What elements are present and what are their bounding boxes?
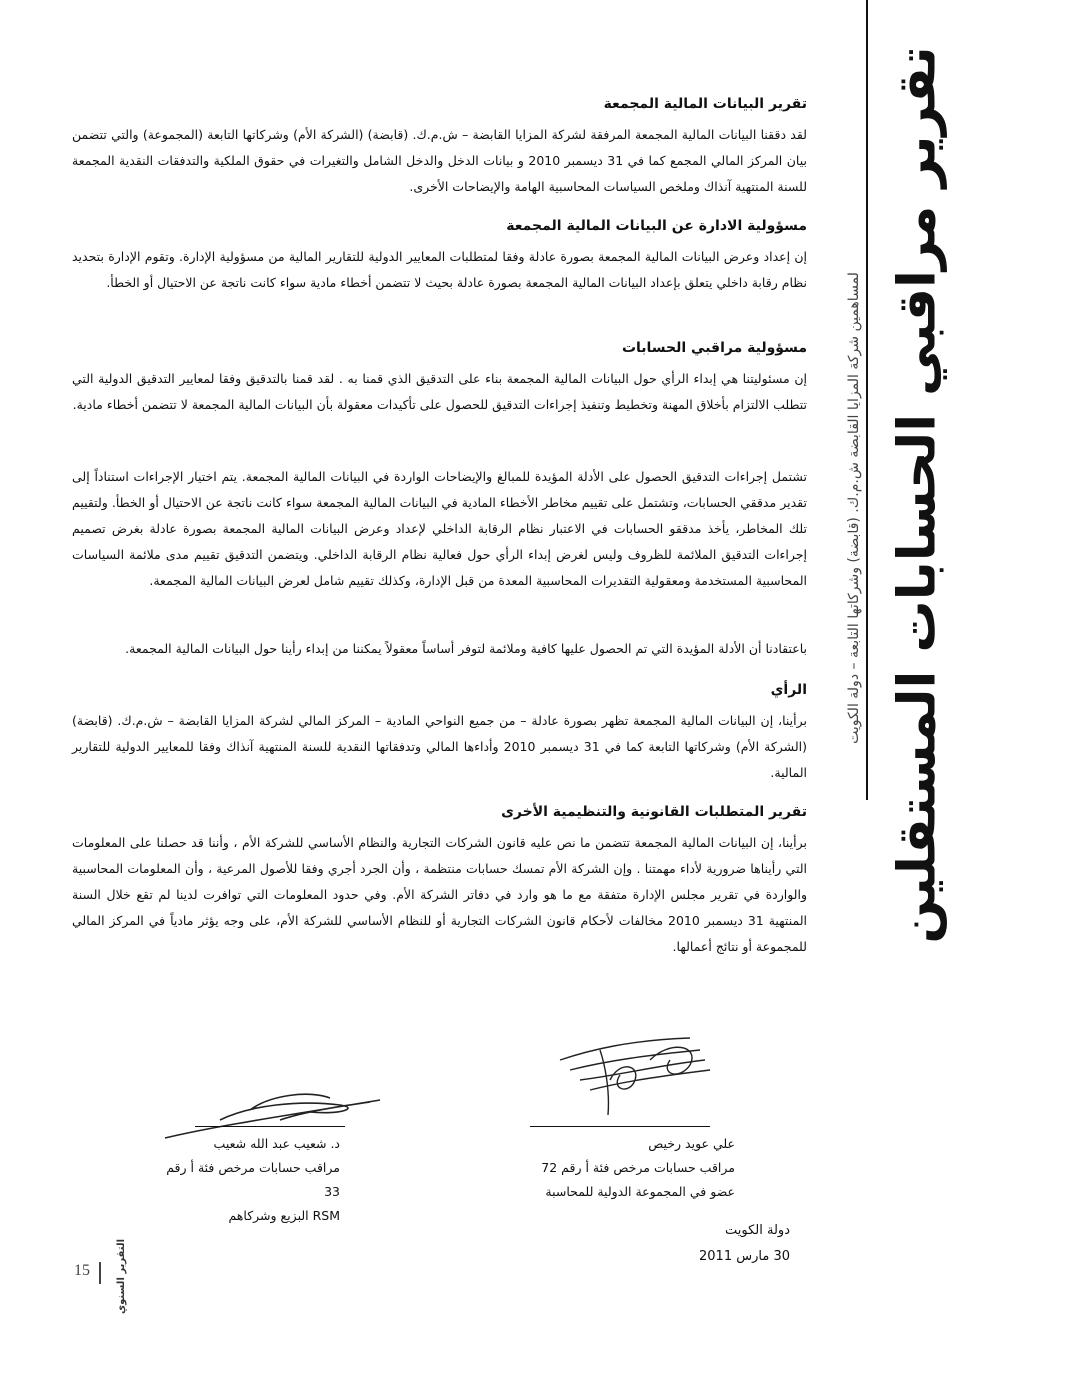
annual-report-logo bbox=[106, 1238, 136, 1314]
section-heading: مسؤولية مراقبي الحسابات bbox=[621, 340, 807, 356]
date: 30 مارس 2011 bbox=[699, 1249, 790, 1264]
section-heading: الرأي bbox=[770, 682, 807, 698]
signatory-title: مراقب حسابات مرخص فئة أ رقم 33 bbox=[166, 1160, 340, 1199]
section-body: برأينا، إن البيانات المالية المجمعة تظهر بصورة عادلة – من جميع النواحي المادية – المركز المالي لشركة المزايا القابضة – ش.م.ك. (قابضة) (الشركة الأم) وشركاتها التابعة كما في 31 ديسمبر 2010 وأداءها المالي وتدفقاتها النقدية للسنة المنتهية آنذاك وفقا للمعايير الدولية للتقارير المالية. bbox=[72, 713, 807, 780]
signature-line bbox=[195, 1126, 345, 1127]
vertical-report-subtitle bbox=[842, 218, 866, 798]
section-body: إن إعداد وعرض البيانات المالية المجمعة بصورة عادلة وفقا لمتطلبات المعايير الدولية للتقارير المالية من مسؤولية الإدارة. وتقوم الإدارة بتحديد نظام رقابة داخلي يتعلق بإعداد البيانات المالية المجمعة بصورة عادلة بحيث لا تتضمن أخطاء مادية سواء كانت ناتجة عن الاحتيال أو الخطأ. bbox=[72, 249, 807, 290]
section-audit-evidence bbox=[72, 636, 807, 662]
section-body: إن مسئوليتنا هي إبداء الرأي حول البيانات المالية المجمعة بناء على التدقيق الذي قمنا به . لقد قمنا بالتدقيق وفقا لمعايير التدقيق الدولية التي تتطلب الالتزام بأخلاق المهنة وتخطيط وتنفيذ إجراءات التدقيق للحصول على تأكيدات معقولة بأن البيانات المالية المجمعة لا تتضمن أخطاء مادية. bbox=[72, 371, 807, 412]
section-management-responsibility bbox=[72, 218, 807, 296]
section-audit-procedures bbox=[72, 464, 807, 594]
vertical-report-title bbox=[880, 46, 956, 944]
page-number: 15 bbox=[74, 1262, 90, 1279]
vertical-divider bbox=[866, 0, 868, 800]
vertical-report-title-text: تقرير مراقبي الحسابات المستقلين bbox=[888, 46, 948, 944]
location: دولة الكويت bbox=[725, 1223, 790, 1238]
signature-line bbox=[530, 1126, 710, 1127]
signatures-area bbox=[100, 1020, 800, 1223]
section-auditors-responsibility bbox=[72, 340, 807, 418]
section-body: باعتقادنا أن الأدلة المؤيدة التي تم الحصول عليها كافية وملائمة لتوفر أساساً معقولاً يمكننا من إبداء رأينا حول البيانات المالية المجمعة. bbox=[125, 641, 807, 656]
page-number-divider bbox=[99, 1262, 101, 1284]
signatory-name: د. شعيب عبد الله شعيب bbox=[213, 1136, 340, 1151]
section-body: لقد دققنا البيانات المالية المجمعة المرفقة لشركة المزايا القابضة – ش.م.ك. (قابضة) (الشركة الأم) وشركاتها التابعة (المجموعة) والتي تتضمن بيان المركز المالي المجمع كما في 31 ديسمبر 2010 و بيانات الدخل والدخل الشامل والتغيرات في حقوق الملكية والتدفقات النقدية المجمعة للسنة المنتهية آنذاك وملخص السياسات المحاسبية الهامة والإيضاحات الأخرى. bbox=[72, 127, 807, 194]
section-financial-statements bbox=[72, 96, 807, 200]
signatory-text bbox=[160, 1132, 340, 1228]
section-legal-requirements bbox=[72, 804, 807, 960]
location-date bbox=[600, 1218, 790, 1270]
signatory-left bbox=[160, 1020, 420, 1223]
section-opinion bbox=[72, 682, 807, 786]
signatory-right bbox=[530, 1020, 790, 1210]
section-heading: تقرير البيانات المالية المجمعة bbox=[603, 96, 807, 112]
signatory-name: علي عويد رخيص bbox=[648, 1136, 735, 1151]
section-body: برأينا، إن البيانات المالية المجمعة تتضمن ما نص عليه قانون الشركات التجارية والنظام الأساسي للشركة الأم ، وأننا قد حصلنا على المعلومات التي رأيناها ضرورية لأداء مهمتنا . وإن الشركة الأم تمسك حسابات منتظمة ، وأن الجرد أجري وفقا للأصول المرعية ، وأن المعلومات المحاسبية والواردة في تقرير مجلس الإدارة متفقة مع ما هو وارد في دفاتر الشركة الأم. وفي حدود المعلومات التي توافرت لدينا لم تقع خلال السنة المنتهية 31 ديسمبر 2010 مخالفات لأحكام قانون الشركات التجارية أو للنظام الأساسي للشركة الأم، على وجه يؤثر مادياً في المركز المالي للمجموعة أو نتائج أعمالها. bbox=[72, 835, 807, 954]
section-heading: تقرير المتطلبات القانونية والتنظيمية الأخرى bbox=[501, 804, 807, 820]
signatory-affiliation: عضو في المجموعة الدولية للمحاسبة bbox=[545, 1184, 735, 1199]
signature-right bbox=[550, 1020, 720, 1120]
annual-report-logo-text: التقرير السنوي bbox=[115, 1238, 127, 1314]
section-heading: مسؤولية الادارة عن البيانات المالية المجمعة bbox=[506, 218, 807, 234]
section-body: تشتمل إجراءات التدقيق الحصول على الأدلة المؤيدة للمبالغ والإيضاحات الواردة في البيانات المالية المجمعة. يتم اختيار الإجراءات استناداً إلى تقدير مدققي الحسابات، وتشتمل على تقييم مخاطر الأخطاء المادية في البيانات المالية المجمعة سواء كانت ناتجة عن الاحتيال أو الخطأ. ولتقييم تلك المخاطر، يأخذ مدققو الحسابات في الاعتبار نظام الرقابة الداخلي لإعداد وعرض البيانات المالية المجمعة بصورة عادلة بغرض تصميم إجراءات التدقيق الملائمة للظروف وليس لغرض إبداء الرأي حول فعالية نظام الرقابة الداخلي. ويتضمن التدقيق تقييم مدى ملائمة السياسات المحاسبية المستخدمة ومعقولية التقديرات المحاسبية المعدة من قبل الإدارة، وكذلك تقييم شامل لعرض البيانات المالية المجمعة. bbox=[72, 469, 807, 588]
signatory-text bbox=[530, 1132, 735, 1204]
signatory-title: مراقب حسابات مرخص فئة أ رقم 72 bbox=[541, 1160, 735, 1175]
vertical-report-subtitle-text: لمساهمين شركة المزايا القابضة ش.م.ك. (قابضة) وشركاتها التابعة – دولة الكويت bbox=[846, 272, 862, 744]
signatory-affiliation: RSM البزيع وشركاهم bbox=[228, 1208, 340, 1223]
